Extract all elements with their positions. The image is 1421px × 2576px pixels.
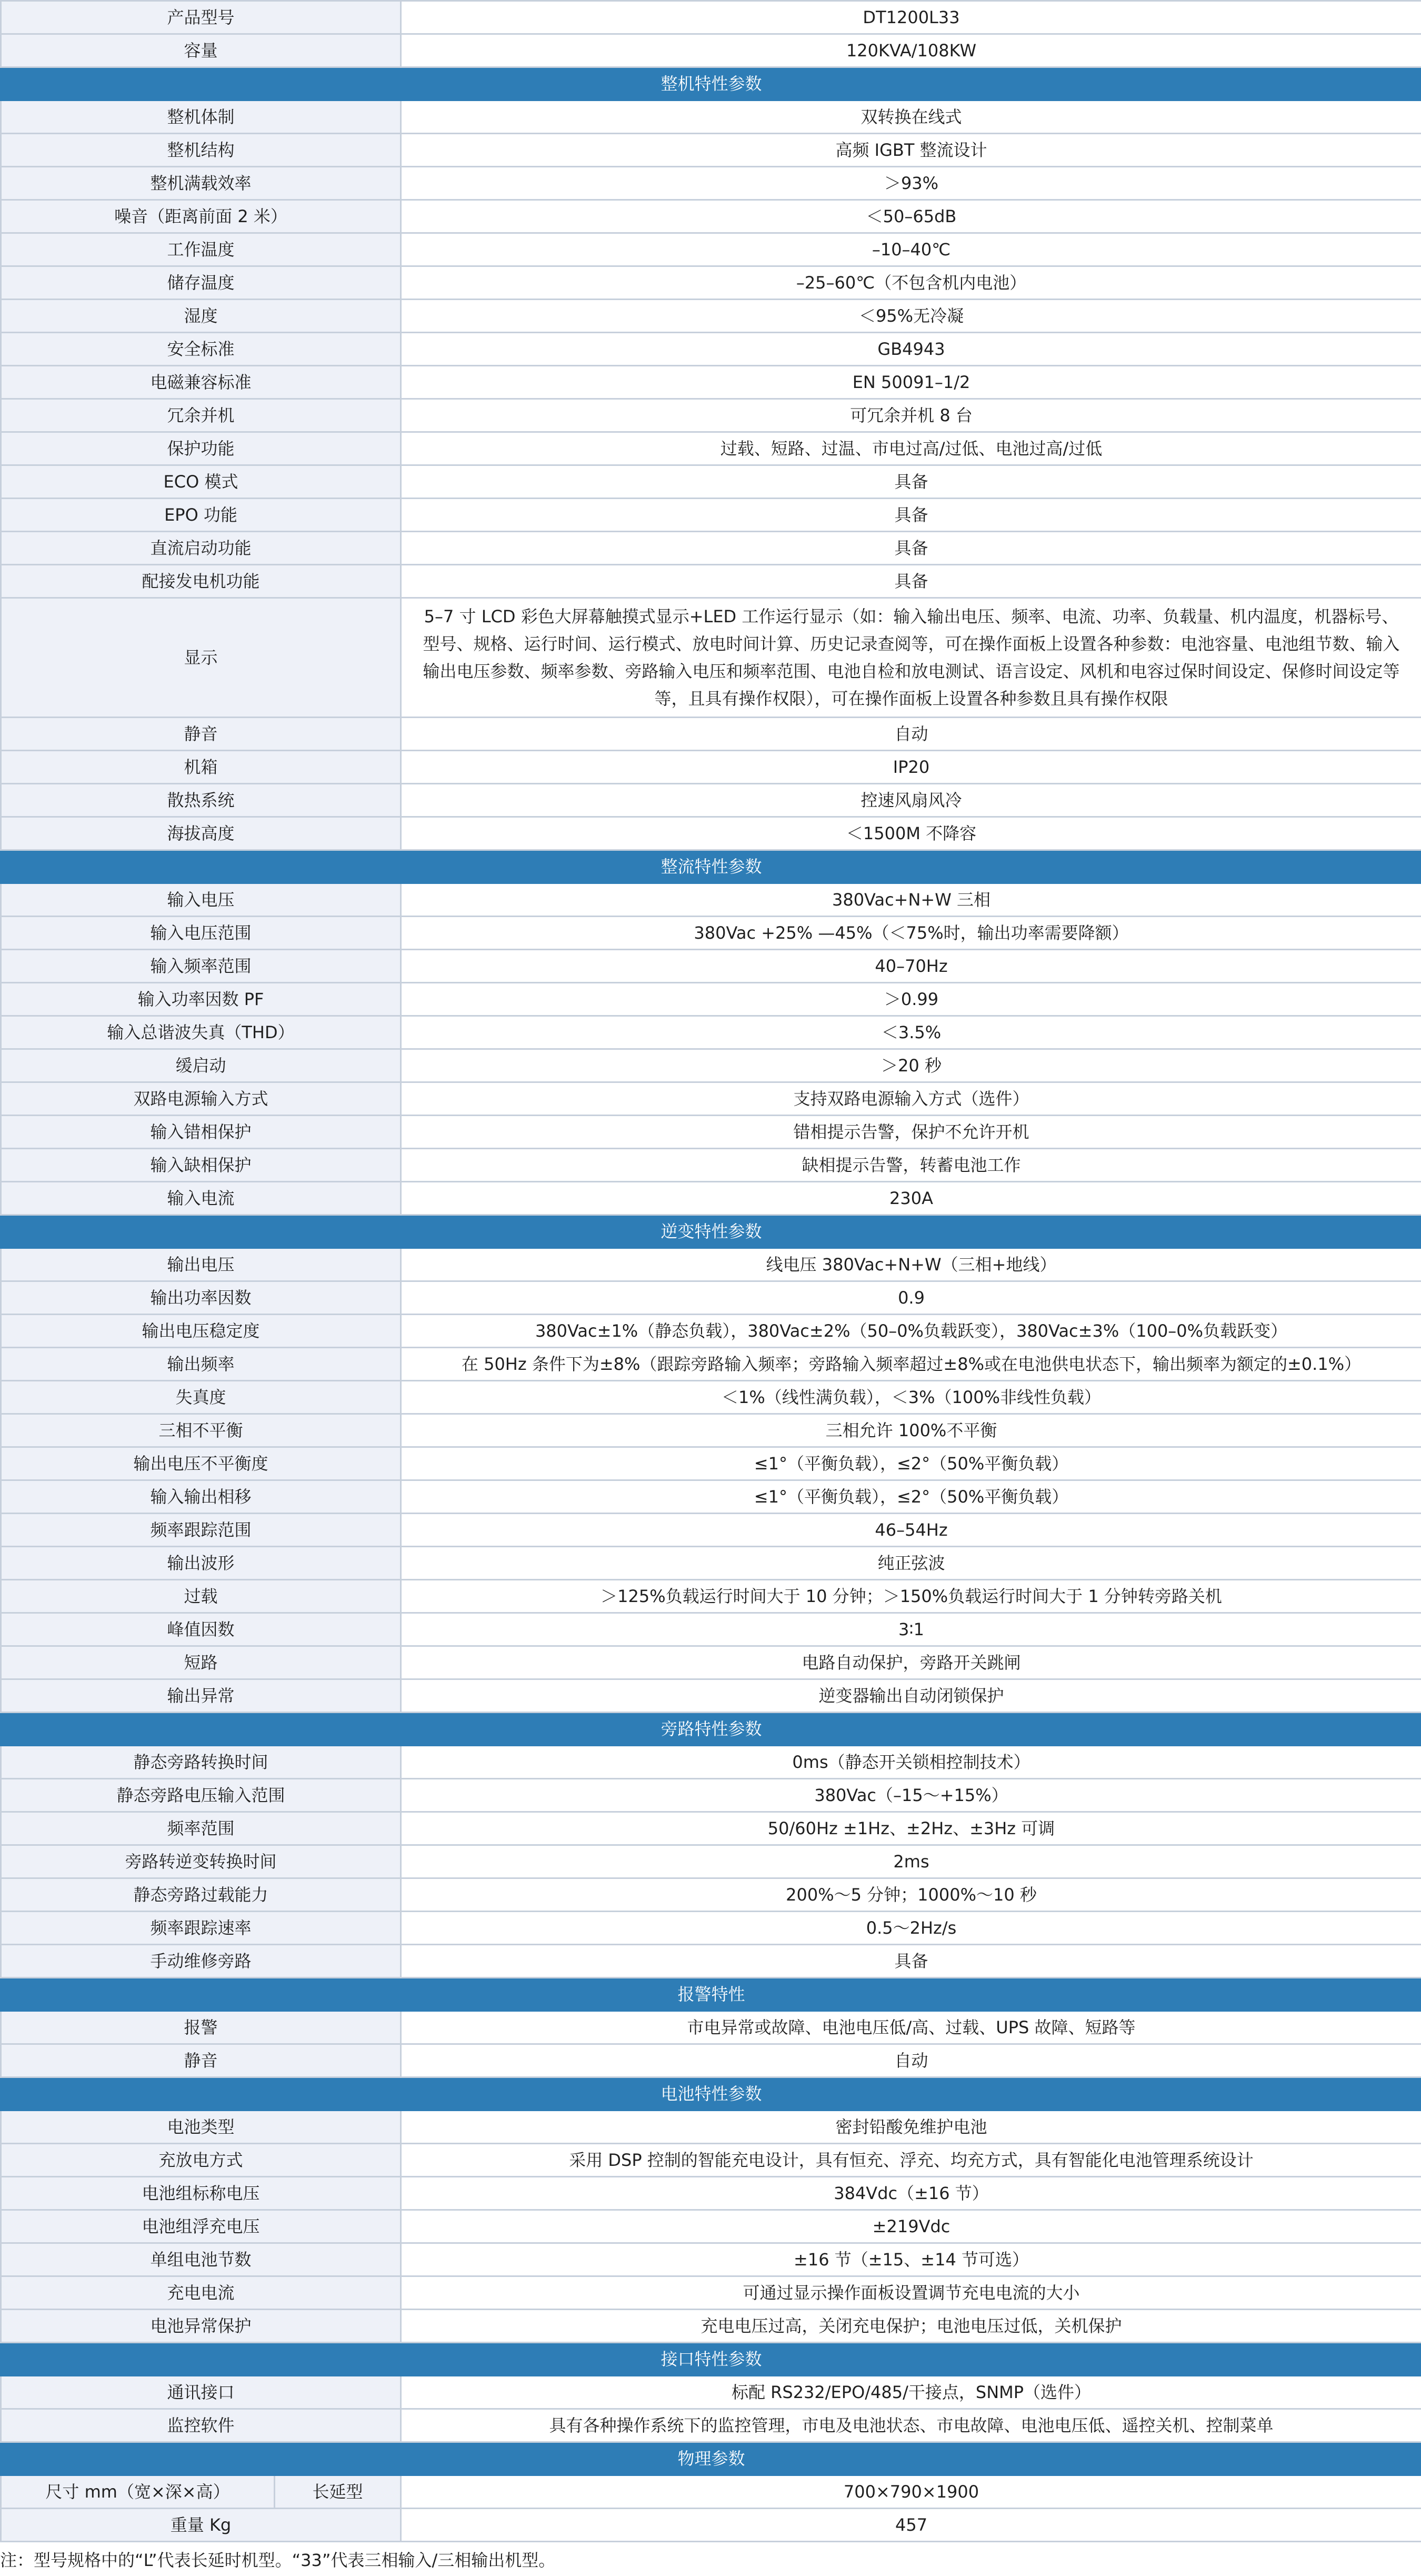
spec-row	[1, 784, 1421, 817]
spec-row	[1, 1414, 1421, 1447]
spec-value: 逆变器输出自动闭锁保护	[401, 1679, 1421, 1713]
spec-value: ＜1%（线性满负载），＜3%（100%非线性负载）	[401, 1381, 1421, 1414]
section-header-row	[1, 2442, 1421, 2475]
spec-label: 湿度	[1, 300, 401, 333]
spec-label: 输出电压不平衡度	[1, 1447, 401, 1480]
spec-value: 密封铅酸免维护电池	[401, 2111, 1421, 2144]
spec-row	[1, 1348, 1421, 1381]
spec-label: 输入输出相移	[1, 1480, 401, 1514]
spec-value: –25–60℃（不包含机内电池）	[401, 266, 1421, 300]
spec-value: 380Vac（–15～+15%）	[401, 1779, 1421, 1812]
spec-row	[1, 2111, 1421, 2144]
spec-row	[1, 399, 1421, 432]
spec-value: 缺相提示告警，转蓄电池工作	[401, 1149, 1421, 1182]
spec-label: 容量	[1, 34, 401, 67]
section-header-row	[1, 2077, 1421, 2111]
section-title: 逆变特性参数	[1, 1215, 1421, 1248]
spec-label: 频率范围	[1, 1812, 401, 1845]
spec-label: 冗余并机	[1, 399, 401, 432]
spec-value: ＜50–65dB	[401, 200, 1421, 233]
spec-value: GB4943	[401, 333, 1421, 366]
spec-row	[1, 2144, 1421, 2177]
spec-label: 输入功率因数 PF	[1, 983, 401, 1016]
spec-value: 可冗余并机 8 台	[401, 399, 1421, 432]
spec-row	[1, 2310, 1421, 2343]
spec-label: 充电电流	[1, 2276, 401, 2310]
spec-label: 过载	[1, 1580, 401, 1613]
spec-row	[1, 2276, 1421, 2310]
spec-row	[1, 1, 1421, 34]
spec-value: IP20	[401, 751, 1421, 784]
spec-row	[1, 366, 1421, 399]
spec-value: ＞93%	[401, 167, 1421, 200]
spec-label: 整机结构	[1, 134, 401, 167]
spec-label: 电池类型	[1, 2111, 401, 2144]
spec-label: 输出频率	[1, 1348, 401, 1381]
spec-row	[1, 817, 1421, 850]
spec-row	[1, 1878, 1421, 1912]
spec-value: 46–54Hz	[401, 1514, 1421, 1547]
spec-row	[1, 883, 1421, 917]
spec-row	[1, 1480, 1421, 1514]
spec-label: 短路	[1, 1646, 401, 1679]
spec-value: 具备	[401, 1945, 1421, 1978]
spec-value: 120KVA/108KW	[401, 34, 1421, 67]
spec-label: 手动维修旁路	[1, 1945, 401, 1978]
spec-value: ＜1500M 不降容	[401, 817, 1421, 850]
spec-row	[1, 1381, 1421, 1414]
spec-label: 输出功率因数	[1, 1281, 401, 1315]
spec-row	[1, 983, 1421, 1016]
spec-value: 具备	[401, 532, 1421, 565]
spec-value: 0ms（静态开关锁相控制技术）	[401, 1746, 1421, 1779]
spec-row	[1, 2509, 1421, 2542]
spec-row	[1, 266, 1421, 300]
spec-row	[1, 598, 1421, 718]
spec-row	[1, 718, 1421, 751]
spec-label: 三相不平衡	[1, 1414, 401, 1447]
spec-value: 三相允许 100%不平衡	[401, 1414, 1421, 1447]
spec-value: 错相提示告警，保护不允许开机	[401, 1116, 1421, 1149]
spec-row	[1, 1447, 1421, 1480]
spec-label: 静音	[1, 718, 401, 751]
spec-value: 230A	[401, 1182, 1421, 1215]
spec-row	[1, 167, 1421, 200]
spec-value: 可通过显示操作面板设置调节充电电流的大小	[401, 2276, 1421, 2310]
spec-row	[1, 1116, 1421, 1149]
spec-label: 静态旁路电压输入范围	[1, 1779, 401, 1812]
section-header-row	[1, 850, 1421, 883]
footnote: 注：型号规格中的“L”代表长延时机型。“33”代表三相输入/三相输出机型。	[0, 2542, 1421, 2576]
section-header-row	[1, 1713, 1421, 1746]
spec-label: 报警	[1, 2011, 401, 2044]
spec-row	[1, 499, 1421, 532]
spec-value: EN 50091–1/2	[401, 366, 1421, 399]
spec-value: 0.9	[401, 1281, 1421, 1315]
spec-label: 散热系统	[1, 784, 401, 817]
spec-label: 整机满载效率	[1, 167, 401, 200]
spec-row	[1, 1646, 1421, 1679]
spec-label: 充放电方式	[1, 2144, 401, 2177]
spec-label: 输出电压	[1, 1248, 401, 1281]
spec-label: EPO 功能	[1, 499, 401, 532]
spec-value: 控速风扇风冷	[401, 784, 1421, 817]
section-title: 接口特性参数	[1, 2343, 1421, 2376]
section-title: 整机特性参数	[1, 67, 1421, 101]
spec-label: 旁路转逆变转换时间	[1, 1845, 401, 1878]
spec-row	[1, 1912, 1421, 1945]
spec-label: 电池组浮充电压	[1, 2210, 401, 2243]
spec-row	[1, 751, 1421, 784]
spec-row	[1, 1746, 1421, 1779]
spec-row	[1, 917, 1421, 950]
spec-row	[1, 1248, 1421, 1281]
spec-row	[1, 1945, 1421, 1978]
spec-row	[1, 2376, 1421, 2409]
spec-value: ±16 节（±15、±14 节可选）	[401, 2243, 1421, 2276]
spec-label: 产品型号	[1, 1, 401, 34]
spec-value: 200%～5 分钟；1000%～10 秒	[401, 1878, 1421, 1912]
spec-value: 自动	[401, 2044, 1421, 2077]
spec-label: 输入电压	[1, 883, 401, 917]
spec-label: 机箱	[1, 751, 401, 784]
spec-row	[1, 1049, 1421, 1082]
spec-value: 700×790×1900	[401, 2475, 1421, 2509]
spec-row	[1, 1613, 1421, 1646]
spec-value: 具备	[401, 565, 1421, 598]
spec-row	[1, 200, 1421, 233]
spec-value: 标配 RS232/EPO/485/干接点，SNMP（选件）	[401, 2376, 1421, 2409]
spec-row	[1, 134, 1421, 167]
section-header-row	[1, 1978, 1421, 2011]
spec-label: 静态旁路过载能力	[1, 1878, 401, 1912]
spec-value: 过载、短路、过温、市电过高/过低、电池过高/过低	[401, 432, 1421, 465]
spec-row	[1, 233, 1421, 266]
spec-label: 输出异常	[1, 1679, 401, 1713]
spec-row	[1, 1812, 1421, 1845]
spec-row	[1, 1182, 1421, 1215]
spec-row	[1, 300, 1421, 333]
spec-label: 峰值因数	[1, 1613, 401, 1646]
spec-value: 5–7 寸 LCD 彩色大屏幕触摸式显示+LED 工作运行显示（如：输入输出电压、频率、电流、功率、负载量、机内温度，机器标号、型号、规格、运行时间、运行模式、放电时间计算、历史记录查阅等，可在操作面板上设置各种参数：电池容量、电池组节数、输入输出电压参数、频率参数、旁路输入电压和频率范围、电池自检和放电测试、语言设定、风机和电容过保时间设定、保修时间设定等等，且具有操作权限），可在操作面板上设置各种参数且具有操作权限	[401, 598, 1421, 718]
spec-value: ≤1°（平衡负载），≤2°（50%平衡负载）	[401, 1480, 1421, 1514]
section-header-row	[1, 67, 1421, 101]
spec-label: 电池异常保护	[1, 2310, 401, 2343]
spec-row	[1, 1315, 1421, 1348]
section-title: 电池特性参数	[1, 2077, 1421, 2111]
spec-label: 输入电流	[1, 1182, 401, 1215]
spec-row	[1, 1845, 1421, 1878]
spec-value: –10–40℃	[401, 233, 1421, 266]
spec-label: 保护功能	[1, 432, 401, 465]
section-title: 旁路特性参数	[1, 1713, 1421, 1746]
spec-label: 储存温度	[1, 266, 401, 300]
spec-value: 384Vdc（±16 节）	[401, 2177, 1421, 2210]
spec-row	[1, 2011, 1421, 2044]
spec-label: 静音	[1, 2044, 401, 2077]
spec-row	[1, 465, 1421, 499]
spec-label: 尺寸 mm（宽×深×高）	[1, 2475, 275, 2509]
spec-value: DT1200L33	[401, 1, 1421, 34]
spec-value: ＞20 秒	[401, 1049, 1421, 1082]
section-title: 报警特性	[1, 1978, 1421, 2011]
spec-value: 40–70Hz	[401, 950, 1421, 983]
spec-value: 具备	[401, 499, 1421, 532]
spec-label: 通讯接口	[1, 2376, 401, 2409]
spec-value: 在 50Hz 条件下为±8%（跟踪旁路输入频率；旁路输入频率超过±8%或在电池供电状态下，输出频率为额定的±0.1%）	[401, 1348, 1421, 1381]
spec-row	[1, 2243, 1421, 2276]
spec-value: 市电异常或故障、电池电压低/高、过载、UPS 故障、短路等	[401, 2011, 1421, 2044]
spec-label: 输出波形	[1, 1547, 401, 1580]
spec-row	[1, 950, 1421, 983]
spec-row	[1, 2210, 1421, 2243]
section-header-row	[1, 2343, 1421, 2376]
spec-row	[1, 1281, 1421, 1315]
spec-value: ＜95%无冷凝	[401, 300, 1421, 333]
spec-row	[1, 1679, 1421, 1713]
spec-row	[1, 2409, 1421, 2442]
spec-row	[1, 532, 1421, 565]
spec-row	[1, 2044, 1421, 2077]
spec-value: 线电压 380Vac+N+W（三相+地线）	[401, 1248, 1421, 1281]
spec-label: 安全标准	[1, 333, 401, 366]
spec-label: 输入错相保护	[1, 1116, 401, 1149]
section-title: 整流特性参数	[1, 850, 1421, 883]
spec-value: ＜3.5%	[401, 1016, 1421, 1049]
spec-row	[1, 565, 1421, 598]
spec-value: 具有各种操作系统下的监控管理，市电及电池状态、市电故障、电池电压低、遥控关机、控制菜单	[401, 2409, 1421, 2442]
spec-value: ＞0.99	[401, 983, 1421, 1016]
spec-row	[1, 333, 1421, 366]
spec-row	[1, 101, 1421, 134]
spec-row	[1, 1580, 1421, 1613]
spec-value: ≤1°（平衡负载），≤2°（50%平衡负载）	[401, 1447, 1421, 1480]
spec-value: 具备	[401, 465, 1421, 499]
spec-label: 监控软件	[1, 2409, 401, 2442]
spec-value: 自动	[401, 718, 1421, 751]
spec-label: 频率跟踪速率	[1, 1912, 401, 1945]
spec-value: 充电电压过高，关闭充电保护；电池电压过低，关机保护	[401, 2310, 1421, 2343]
spec-value: ＞125%负载运行时间大于 10 分钟；＞150%负载运行时间大于 1 分钟转旁路关机	[401, 1580, 1421, 1613]
spec-label: 频率跟踪范围	[1, 1514, 401, 1547]
spec-row	[1, 432, 1421, 465]
spec-value: 纯正弦波	[401, 1547, 1421, 1580]
spec-value: 3∶1	[401, 1613, 1421, 1646]
spec-value: ±219Vdc	[401, 2210, 1421, 2243]
spec-label: 电磁兼容标准	[1, 366, 401, 399]
spec-label: 失真度	[1, 1381, 401, 1414]
spec-label: 缓启动	[1, 1049, 401, 1082]
spec-value: 380Vac +25% —45%（＜75%时，输出功率需要降额）	[401, 917, 1421, 950]
spec-value: 2ms	[401, 1845, 1421, 1878]
spec-label: 配接发电机功能	[1, 565, 401, 598]
spec-row	[1, 1514, 1421, 1547]
spec-row	[1, 1547, 1421, 1580]
spec-row	[1, 2475, 1421, 2509]
spec-label: 重量 Kg	[1, 2509, 401, 2542]
spec-label: 噪音（距离前面 2 米）	[1, 200, 401, 233]
spec-row	[1, 1779, 1421, 1812]
spec-label: 海拔高度	[1, 817, 401, 850]
spec-value: 380Vac±1%（静态负载），380Vac±2%（50–0%负载跃变），380Vac±3%（100–0%负载跃变）	[401, 1315, 1421, 1348]
spec-label: 输入频率范围	[1, 950, 401, 983]
spec-label: 输出电压稳定度	[1, 1315, 401, 1348]
spec-row	[1, 1016, 1421, 1049]
spec-row	[1, 1149, 1421, 1182]
spec-value: 高频 IGBT 整流设计	[401, 134, 1421, 167]
spec-label: 电池组标称电压	[1, 2177, 401, 2210]
spec-value: 双转换在线式	[401, 101, 1421, 134]
spec-label: 输入电压范围	[1, 917, 401, 950]
spec-label: 输入缺相保护	[1, 1149, 401, 1182]
spec-value: 支持双路电源输入方式（选件）	[401, 1082, 1421, 1116]
section-header-row	[1, 1215, 1421, 1248]
spec-value: 采用 DSP 控制的智能充电设计，具有恒充、浮充、均充方式，具有智能化电池管理系统设计	[401, 2144, 1421, 2177]
spec-label: 输入总谐波失真（THD）	[1, 1016, 401, 1049]
spec-label: 整机体制	[1, 101, 401, 134]
spec-label: ECO 模式	[1, 465, 401, 499]
spec-label: 直流启动功能	[1, 532, 401, 565]
spec-sublabel: 长延型	[275, 2475, 401, 2509]
spec-label: 单组电池节数	[1, 2243, 401, 2276]
section-title: 物理参数	[1, 2442, 1421, 2475]
spec-value: 457	[401, 2509, 1421, 2542]
spec-label: 显示	[1, 598, 401, 718]
spec-row	[1, 34, 1421, 67]
spec-label: 静态旁路转换时间	[1, 1746, 401, 1779]
spec-row	[1, 1082, 1421, 1116]
spec-value: 50/60Hz ±1Hz、±2Hz、±3Hz 可调	[401, 1812, 1421, 1845]
spec-value: 0.5～2Hz/s	[401, 1912, 1421, 1945]
spec-value: 电路自动保护，旁路开关跳闸	[401, 1646, 1421, 1679]
spec-label: 工作温度	[1, 233, 401, 266]
spec-table-body	[1, 1, 1421, 2542]
spec-label: 双路电源输入方式	[1, 1082, 401, 1116]
spec-value: 380Vac+N+W 三相	[401, 883, 1421, 917]
spec-row	[1, 2177, 1421, 2210]
